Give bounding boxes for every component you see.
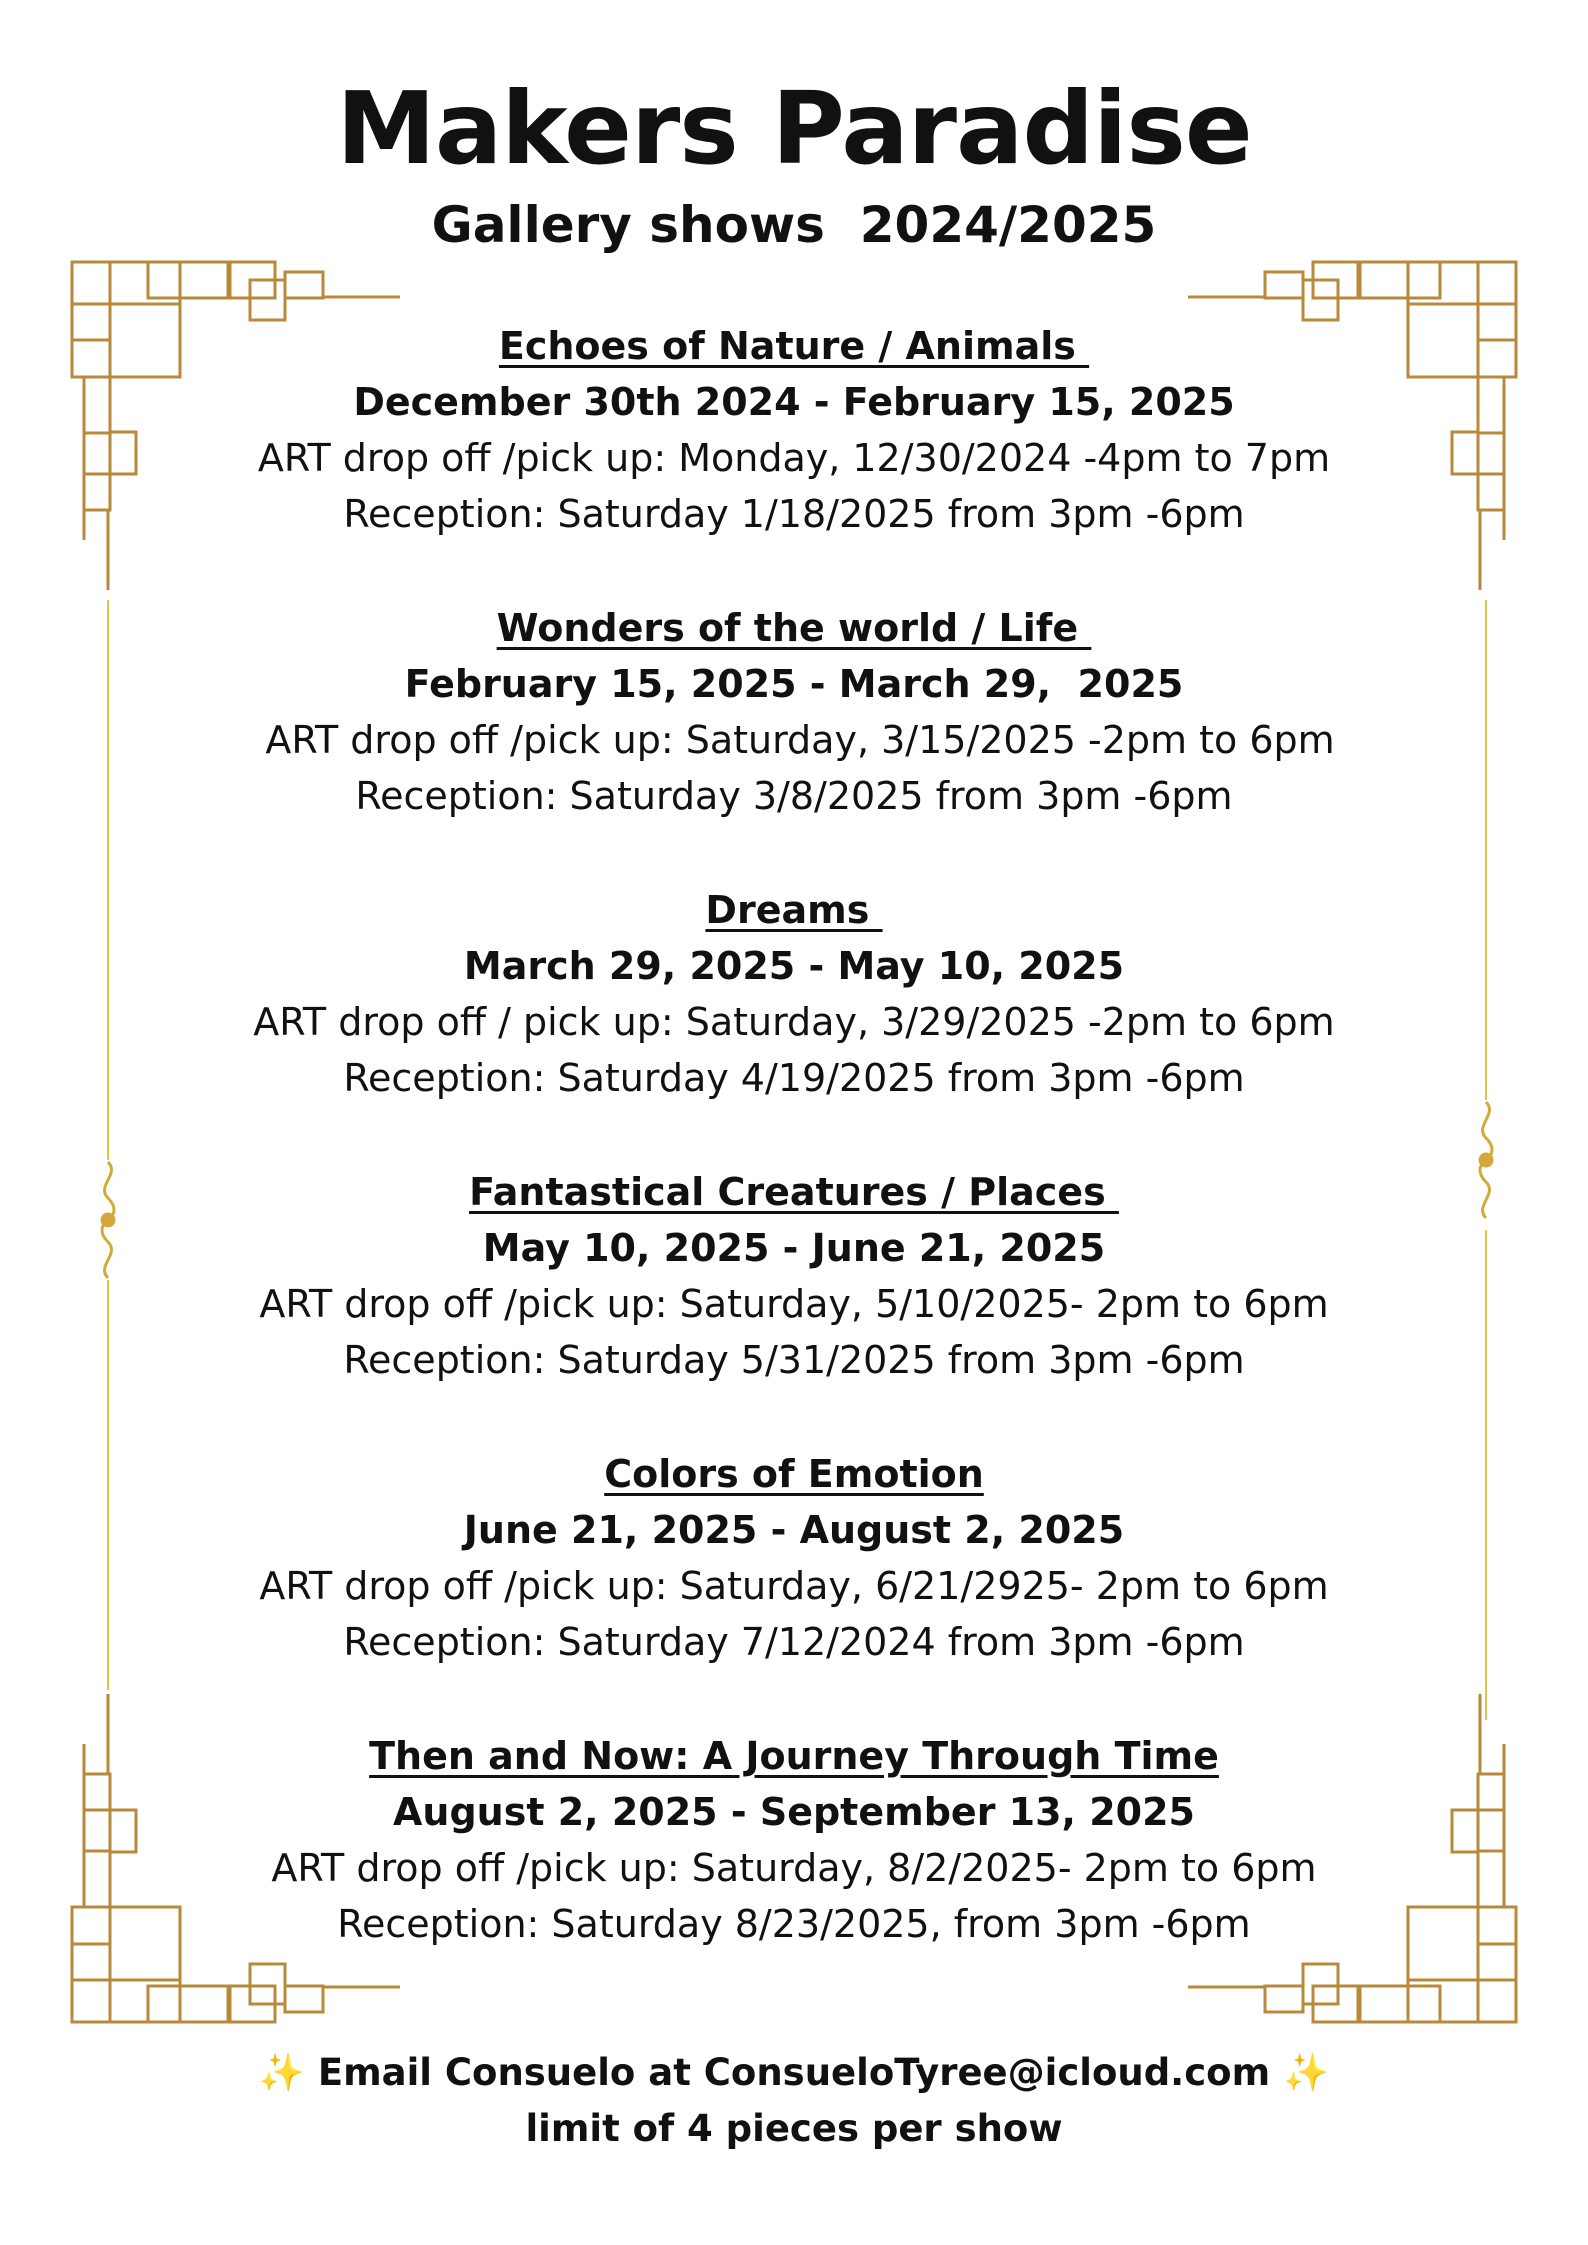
show-title: Fantastical Creatures / Places — [469, 1170, 1119, 1214]
sparkles-icon: ✨ — [258, 2051, 305, 2094]
show-reception: Reception: Saturday 8/23/2025, from 3pm -6pm — [337, 1902, 1251, 1946]
footer — [0, 2045, 1588, 2157]
show-dates: May 10, 2025 - June 21, 2025 — [482, 1226, 1106, 1270]
show-dropoff: ART drop off / pick up: Saturday, 3/29/2025 -2pm to 6pm — [253, 1000, 1335, 1044]
show-title: Colors of Emotion — [604, 1452, 984, 1496]
show-dates: August 2, 2025 - September 13, 2025 — [393, 1790, 1195, 1834]
limit-note: limit of 4 pieces per show — [525, 2107, 1063, 2150]
show-item — [180, 1446, 1408, 1728]
show-reception: Reception: Saturday 5/31/2025 from 3pm -6pm — [343, 1338, 1245, 1382]
page-subtitle: Gallery shows 2024/2025 — [431, 196, 1157, 254]
show-dropoff: ART drop off /pick up: Saturday, 5/10/2025- 2pm to 6pm — [259, 1282, 1329, 1326]
show-item — [180, 1728, 1408, 2010]
scroll-flourish-icon-right — [1480, 1102, 1492, 1218]
show-title: Wonders of the world / Life — [496, 606, 1092, 650]
show-dates: December 30th 2024 - February 15, 2025 — [353, 380, 1235, 424]
show-dropoff: ART drop off /pick up: Saturday, 3/15/2025 -2pm to 6pm — [253, 718, 1335, 762]
show-title: Then and Now: A Journey Through Time — [369, 1734, 1219, 1778]
show-dropoff: ART drop off /pick up: Saturday, 6/21/2925- 2pm to 6pm — [259, 1564, 1329, 1608]
show-item — [180, 600, 1408, 882]
show-dropoff: ART drop off /pick up: Monday, 12/30/2024 -4pm to 7pm — [257, 436, 1331, 480]
show-dropoff: ART drop off /pick up: Saturday, 8/2/2025- 2pm to 6pm — [271, 1846, 1317, 1890]
show-reception: Reception: Saturday 1/18/2025 from 3pm -6pm — [343, 492, 1245, 536]
show-list — [180, 318, 1408, 2010]
show-title: Dreams — [705, 888, 883, 932]
email-line-row — [0, 2045, 1588, 2101]
show-reception: Reception: Saturday 7/12/2024 from 3pm -6pm — [343, 1620, 1245, 1664]
show-reception: Reception: Saturday 3/8/2025 from 3pm -6pm — [355, 774, 1233, 818]
scroll-flourish-icon-left — [102, 1162, 114, 1278]
sparkles-icon: ✨ — [1283, 2051, 1330, 2094]
show-item — [180, 882, 1408, 1164]
page-title: Makers Paradise — [336, 70, 1252, 187]
email-contact[interactable]: Email Consuelo at ConsueloTyree@icloud.com — [317, 2051, 1271, 2094]
show-item — [180, 1164, 1408, 1446]
show-dates: June 21, 2025 - August 2, 2025 — [463, 1508, 1125, 1552]
show-reception: Reception: Saturday 4/19/2025 from 3pm -6pm — [343, 1056, 1245, 1100]
show-dates: February 15, 2025 - March 29, 2025 — [404, 662, 1184, 706]
show-item — [180, 318, 1408, 600]
show-title: Echoes of Nature / Animals — [498, 324, 1090, 368]
show-dates: March 29, 2025 - May 10, 2025 — [463, 944, 1125, 988]
